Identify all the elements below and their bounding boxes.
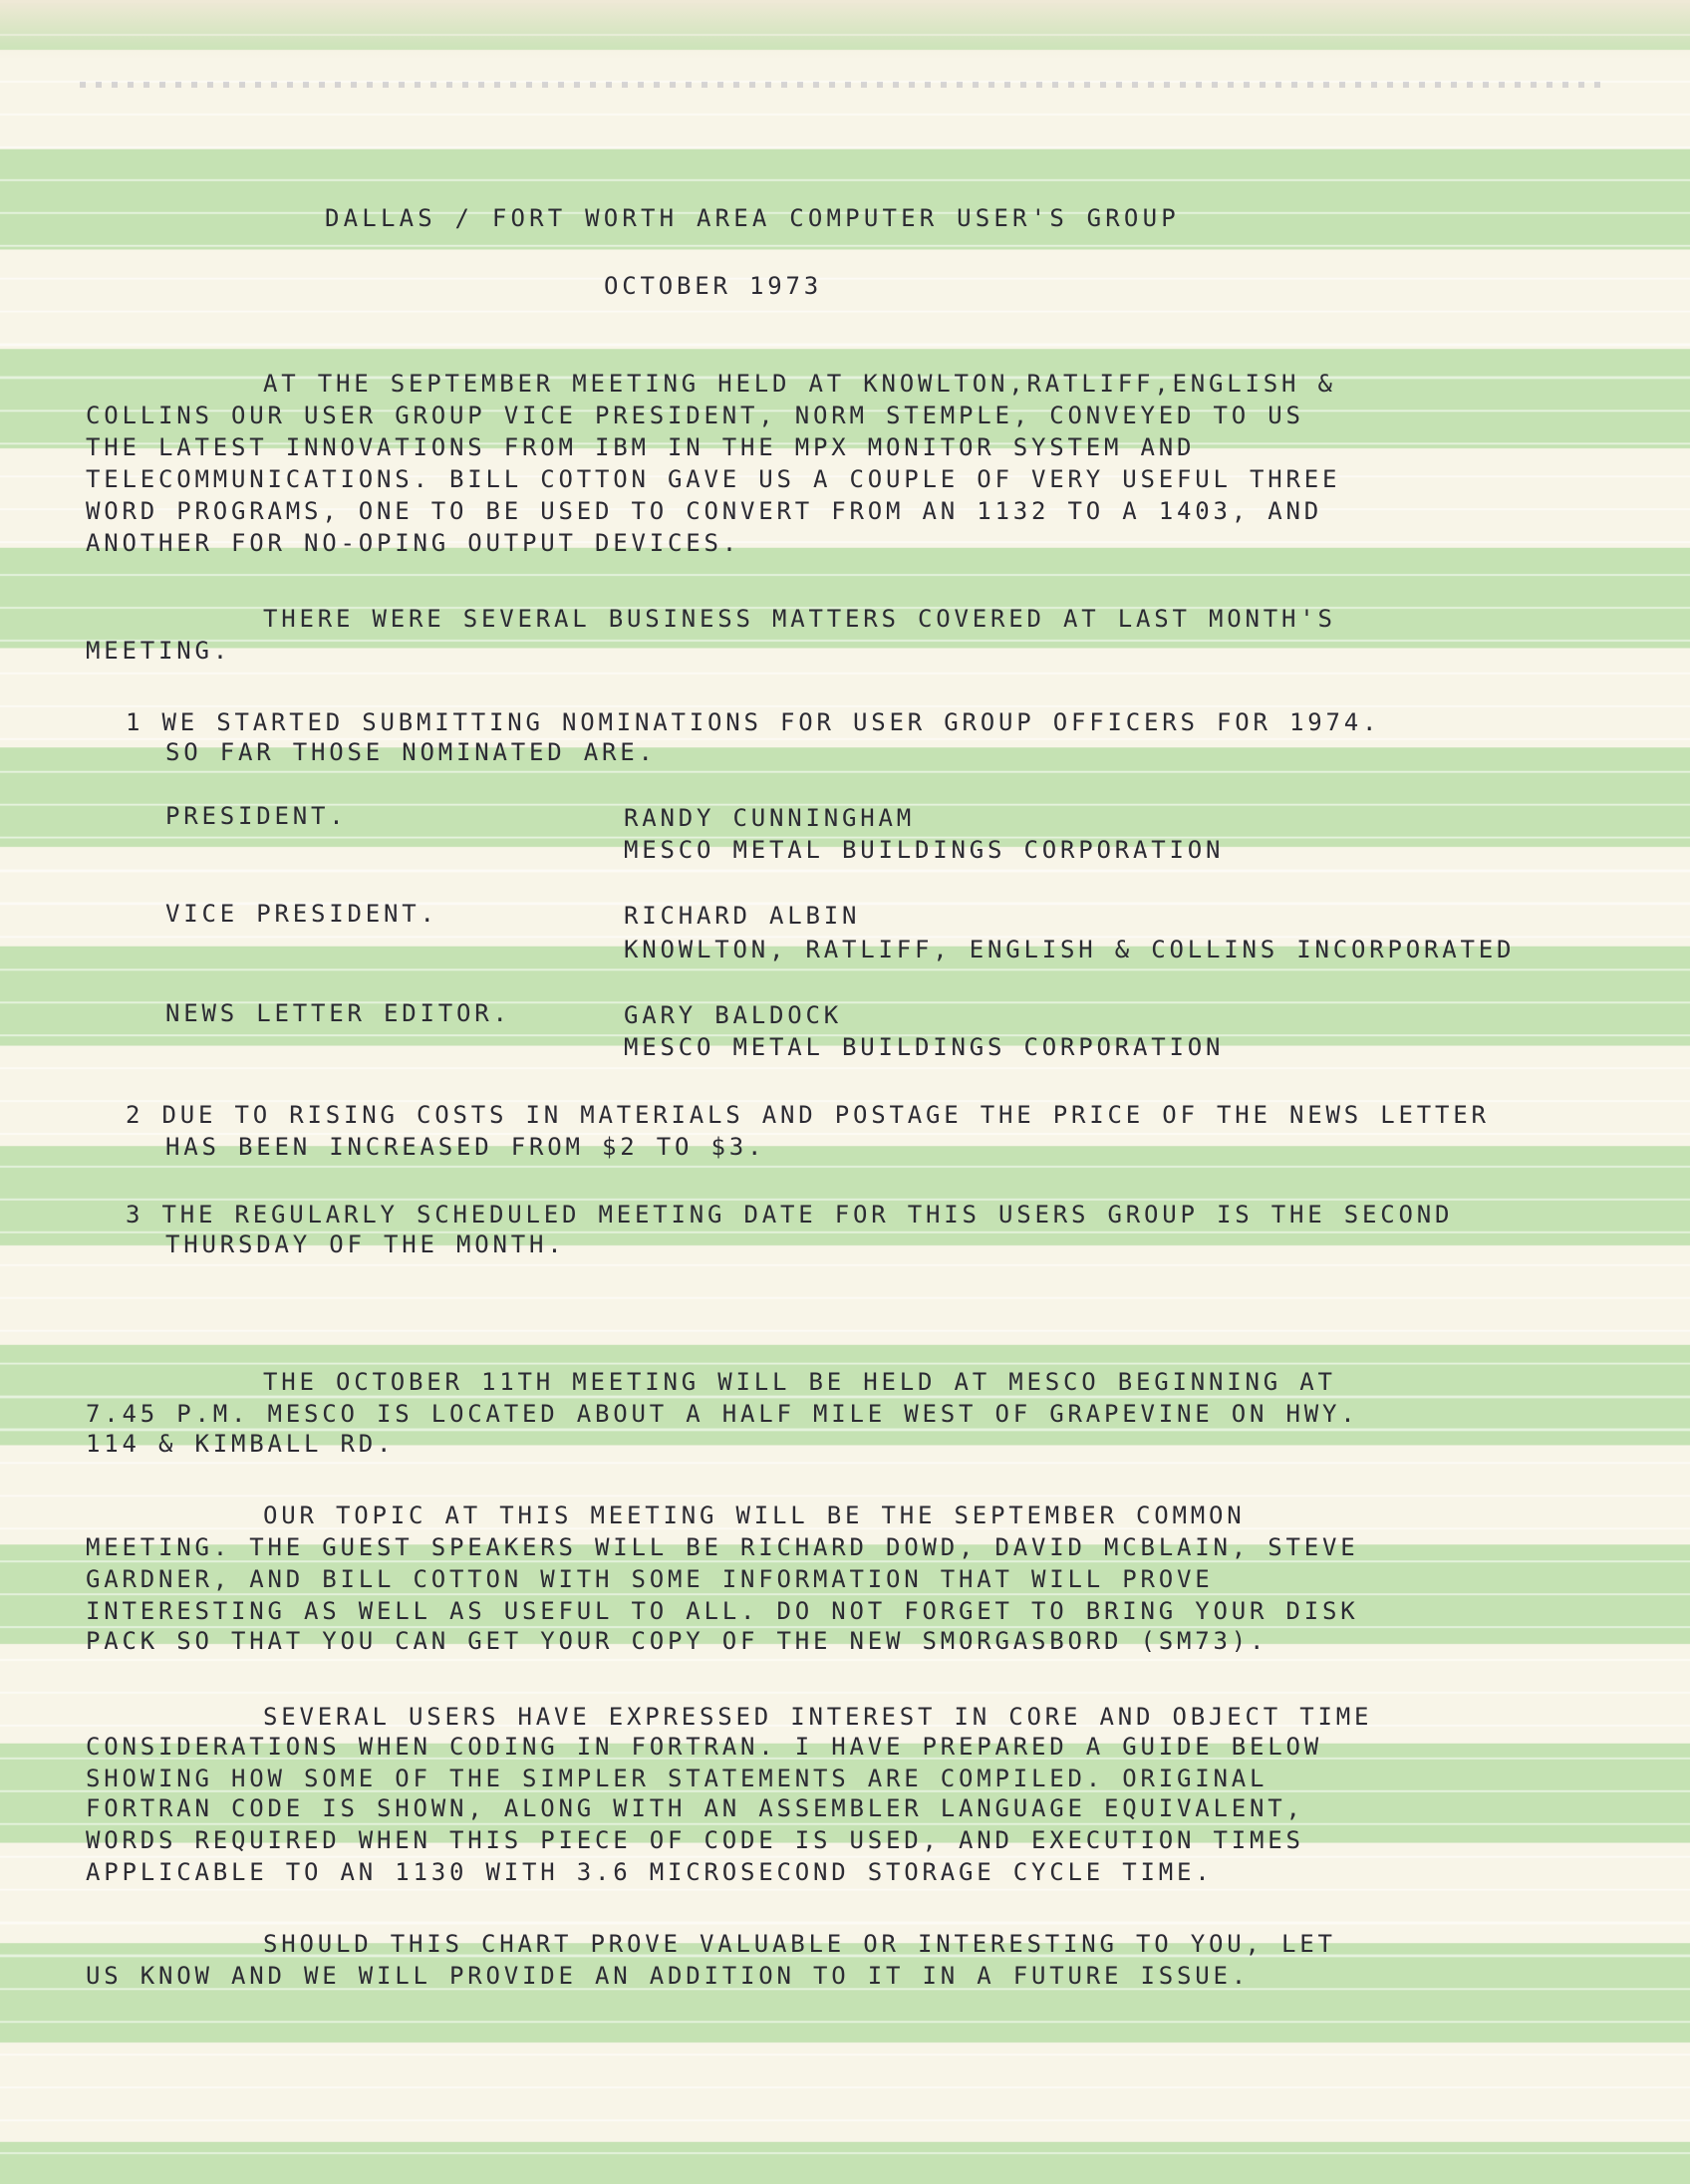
paragraph-line: SEVERAL USERS HAVE EXPRESSED INTEREST IN CORE AND OBJECT TIME <box>263 1703 1373 1731</box>
nominee-name: GARY BALDOCK <box>624 1001 842 1029</box>
list-item-line: 3 THE REGULARLY SCHEDULED MEETING DATE FOR THIS USERS GROUP IS THE SECOND <box>126 1201 1454 1228</box>
paragraph-line: OUR TOPIC AT THIS MEETING WILL BE THE SEPTEMBER COMMON <box>263 1502 1246 1529</box>
paragraph-line: 114 & KIMBALL RD. <box>86 1430 396 1458</box>
paragraph-line: SHOULD THIS CHART PROVE VALUABLE OR INTERESTING TO YOU, LET <box>263 1930 1336 1958</box>
paragraph-line: WORD PROGRAMS, ONE TO BE USED TO CONVERT FROM AN 1132 TO A 1403, AND <box>86 497 1322 525</box>
paragraph-line: THE LATEST INNOVATIONS FROM IBM IN THE MPX MONITOR SYSTEM AND <box>86 433 1196 461</box>
paragraph-line: FORTRAN CODE IS SHOWN, ALONG WITH AN ASSEMBLER LANGUAGE EQUIVALENT, <box>86 1794 1304 1822</box>
paragraph-line: 7.45 P.M. MESCO IS LOCATED ABOUT A HALF MILE WEST OF GRAPEVINE ON HWY. <box>86 1400 1359 1428</box>
paragraph-line: THE OCTOBER 11TH MEETING WILL BE HELD AT MESCO BEGINNING AT <box>263 1368 1336 1396</box>
paragraph-line: PACK SO THAT YOU CAN GET YOUR COPY OF THE NEW SMORGASBORD (SM73). <box>86 1627 1268 1655</box>
nominee-company: MESCO METAL BUILDINGS CORPORATION <box>624 1033 1225 1061</box>
paragraph-line: TELECOMMUNICATIONS. BILL COTTON GAVE US A COUPLE OF VERY USEFUL THREE <box>86 465 1341 493</box>
paragraph-line: SHOWING HOW SOME OF THE SIMPLER STATEMENTS ARE COMPILED. ORIGINAL <box>86 1765 1268 1792</box>
paragraph-line: MEETING. THE GUEST SPEAKERS WILL BE RICHARD DOWD, DAVID MCBLAIN, STEVE <box>86 1533 1359 1561</box>
newsletter-title: DALLAS / FORT WORTH AREA COMPUTER USER'S GROUP <box>325 204 1180 232</box>
paragraph-line: THERE WERE SEVERAL BUSINESS MATTERS COVERED AT LAST MONTH'S <box>263 605 1336 633</box>
nominee-office: NEWS LETTER EDITOR. <box>165 999 511 1027</box>
list-item-line: SO FAR THOSE NOMINATED ARE. <box>165 738 657 766</box>
paragraph-line: MEETING. <box>86 637 231 665</box>
paragraph-line: CONSIDERATIONS WHEN CODING IN FORTRAN. I HAVE PREPARED A GUIDE BELOW <box>86 1733 1322 1761</box>
paragraph-line: ANOTHER FOR NO-OPING OUTPUT DEVICES. <box>86 529 740 557</box>
nominee-company: KNOWLTON, RATLIFF, ENGLISH & COLLINS INCORPORATED <box>624 936 1516 963</box>
list-item-line: 2 DUE TO RISING COSTS IN MATERIALS AND POSTAGE THE PRICE OF THE NEWS LETTER <box>126 1101 1490 1129</box>
nominee-name: RICHARD ALBIN <box>624 902 861 930</box>
list-item-line: 1 WE STARTED SUBMITTING NOMINATIONS FOR USER GROUP OFFICERS FOR 1974. <box>126 708 1381 736</box>
paragraph-line: GARDNER, AND BILL COTTON WITH SOME INFORMATION THAT WILL PROVE <box>86 1565 1214 1593</box>
nominee-office: VICE PRESIDENT. <box>165 900 438 928</box>
list-item-line: HAS BEEN INCREASED FROM $2 TO $3. <box>165 1133 766 1161</box>
paragraph-line: WORDS REQUIRED WHEN THIS PIECE OF CODE IS USED, AND EXECUTION TIMES <box>86 1826 1304 1854</box>
paragraph-line: US KNOW AND WE WILL PROVIDE AN ADDITION TO IT IN A FUTURE ISSUE. <box>86 1962 1250 1990</box>
list-item-line: THURSDAY OF THE MONTH. <box>165 1230 566 1258</box>
paragraph-line: APPLICABLE TO AN 1130 WITH 3.6 MICROSECOND STORAGE CYCLE TIME. <box>86 1858 1214 1886</box>
paragraph-line: COLLINS OUR USER GROUP VICE PRESIDENT, NORM STEMPLE, CONVEYED TO US <box>86 402 1304 429</box>
paragraph-line: INTERESTING AS WELL AS USEFUL TO ALL. DO NOT FORGET TO BRING YOUR DISK <box>86 1597 1359 1625</box>
nominee-company: MESCO METAL BUILDINGS CORPORATION <box>624 836 1225 864</box>
nominee-office: PRESIDENT. <box>165 802 348 830</box>
nominee-name: RANDY CUNNINGHAM <box>624 804 915 832</box>
newsletter-date: OCTOBER 1973 <box>604 272 822 300</box>
paragraph-line: AT THE SEPTEMBER MEETING HELD AT KNOWLTON,RATLIFF,ENGLISH & <box>263 370 1336 398</box>
